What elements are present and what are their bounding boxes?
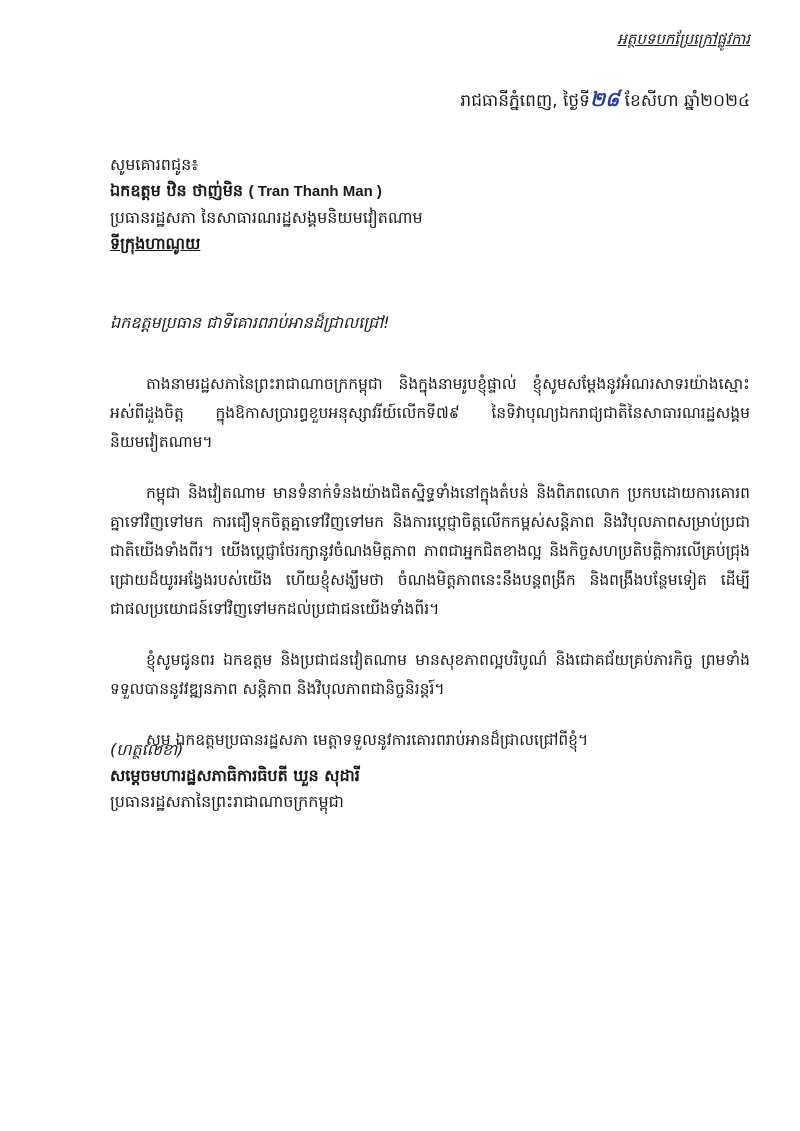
recipient-city: ទីក្រុងហាណូយ [110,234,201,253]
dateline [460,86,750,116]
date-suffix: ខែសីហា ឆ្នាំ២០២៤ [619,91,750,111]
date-prefix: រាជធានីភ្នំពេញ, ថ្ងៃទី [460,91,590,111]
unofficial-translation-note: អត្ថបទបកប្រែក្រៅផ្លូវការ [617,30,750,48]
body-paragraph-1: តាងនាមរដ្ឋសភានៃព្រះរាជាណាចក្រកម្ពុជា និងក្នុងនាមរូបខ្ញុំផ្ទាល់ ខ្ញុំសូមសម្តែងនូវអំណរសាទរយ៉ាងស្មោះអស់ពីដួងចិត្ត ក្នុងឱកាសប្រារព្ធខួបអនុស្សាវរីយ៍លើកទី៧៩ នៃទិវាបុណ្យឯករាជ្យជាតិនៃសាធារណរដ្ឋសង្គមនិយមវៀតណាម។ [110,375,750,451]
recipient-name-khmer: ឯកឧត្តម ឋិន ថាញ់មិន [110,181,244,200]
salutation: ឯកឧត្តមប្រធាន ជាទីគោរពរាប់អានដ៏ជ្រាលជ្រៅ! [110,313,390,332]
recipient-name-latin: ( Tran Thanh Man ) [248,183,382,200]
body-paragraph-2: កម្ពុជា និងវៀតណាម មានទំនាក់ទំនងយ៉ាងជិតស្និទ្ធទាំងនៅក្នុងតំបន់ និងពិភពលោក ប្រកបដោយការគោរពគ្នាទៅវិញទៅមក ការជឿទុកចិត្តគ្នាទៅវិញទៅមក និងការប្តេជ្ញាចិត្តលើកកម្ពស់សន្តិភាព និងវិបុលភាពសម្រាប់ប្រជាជាតិយើងទាំងពីរ។ យើងប្តេជ្ញាថែរក្សានូវចំណងមិត្តភាព ភាពជាអ្នកជិតខាងល្អ និងកិច្ចសហប្រតិបត្តិការលើគ្រប់ជ្រុងជ្រោយដ៏យូរអង្វែងរបស់យើង ហើយខ្ញុំសង្ឃឹមថា ចំណងមិត្តភាពនេះនឹងបន្តពង្រីក និងពង្រឹងបន្ថែមទៀត ដើម្បីជាផលប្រយោជន៍ទៅវិញទៅមកដល់ប្រជាជនយើងទាំងពីរ។ [110,484,750,618]
signature-note: (ហត្ថលេខា) [110,740,184,759]
signature-block [110,737,730,815]
body-paragraph-4: សូម ឯកឧត្តមប្រធានរដ្ឋសភា មេត្តាទទួលនូវការគោរពរាប់អានដ៏ជ្រាលជ្រៅពីខ្ញុំ។ [146,731,589,749]
recipient-label: សូមគោរពជូន៖ [110,155,199,174]
body-paragraph-3: ខ្ញុំសូមជូនពរ ឯកឧត្តម និងប្រជាជនវៀតណាម មានសុខភាពល្អបរិបូណ៌ និងជោគជ័យគ្រប់ភារកិច្ច ព្រមទាំងទទួលបាននូវវឌ្ឍនភាព សន្តិភាព និងវិបុលភាពជានិច្ចនិរន្តរ៍។ [110,651,750,698]
signatory-name: សម្តេចមហារដ្ឋសភាធិការធិបតី ឃួន សុដារី [110,766,360,785]
date-day-handwritten: ២៨ [589,87,620,111]
signatory-title: ប្រធានរដ្ឋសភានៃព្រះរាជាណាចក្រកម្ពុជា [110,792,344,811]
recipient-block [110,152,730,257]
recipient-name [110,178,730,205]
letter-body [110,370,750,777]
recipient-position: ប្រធានរដ្ឋសភា នៃសាធារណរដ្ឋសង្គមនិយមវៀតណាម [110,208,423,227]
